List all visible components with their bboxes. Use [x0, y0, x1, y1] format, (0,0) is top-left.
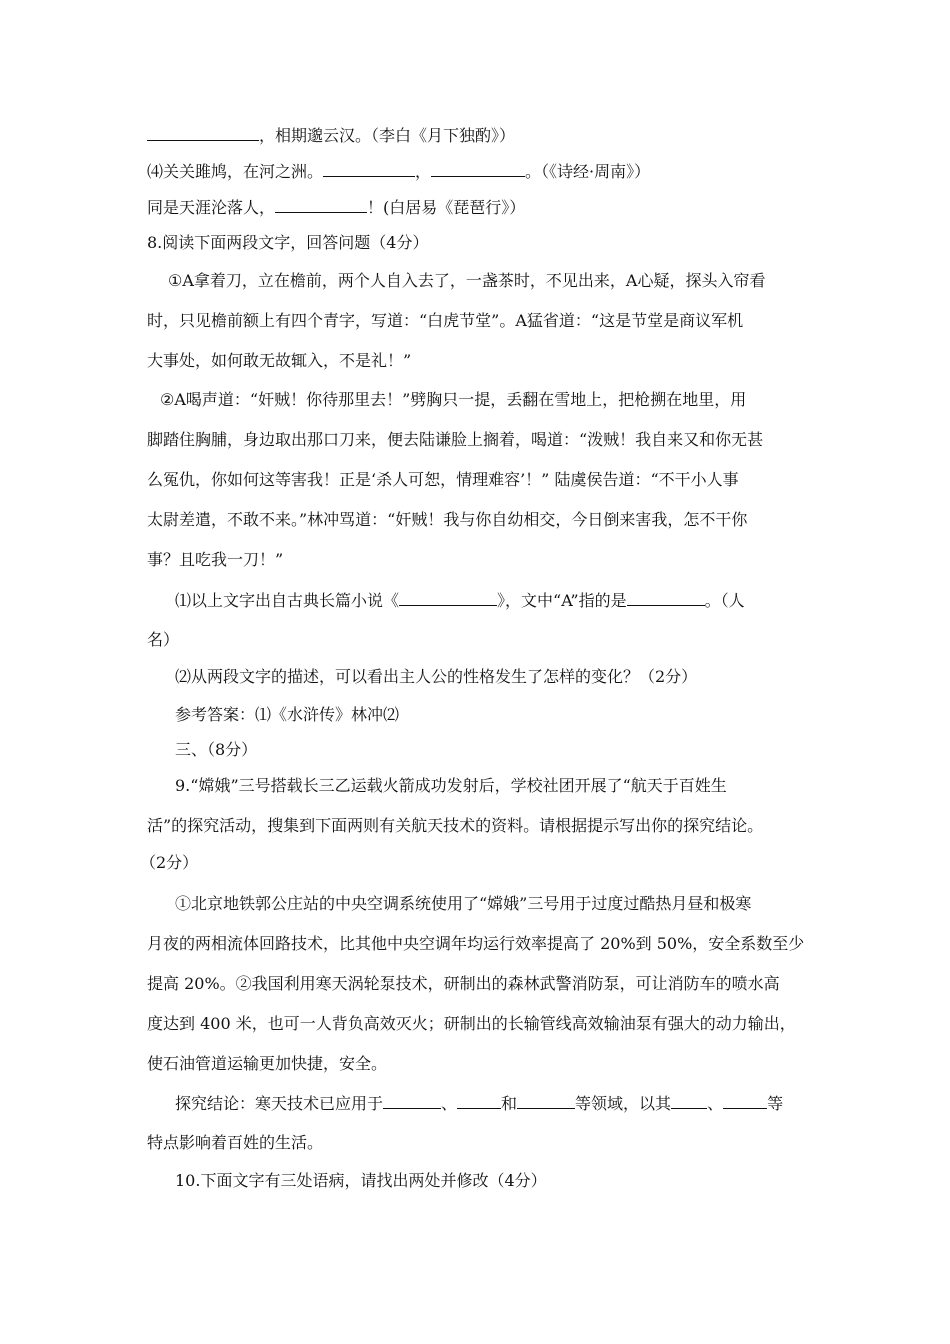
text: 探究结论：寒天技术已应用于 [175, 1094, 384, 1113]
material-line: 使石油管道运输更加快捷，安全。 [147, 1054, 388, 1073]
question-line: 名） [147, 630, 180, 649]
passage-line: 时，只见檐前额上有四个青字，写道：“白虎节堂”。A猛省道：“这是节堂是商议军机 [147, 311, 744, 330]
material-line: ①北京地铁郭公庄站的中央空调系统使用了“嫦娥”三号用于过度过酷热月昼和极寒 [175, 894, 752, 913]
text: 》，文中“A”指的是 [497, 591, 627, 610]
text: ⑴以上文字出自古典长篇小说《 [175, 591, 400, 610]
answer-blank [383, 1093, 441, 1109]
material-line: 月夜的两相流体回路技术，比其他中央空调年均运行效率提高了 20%到 50%，安全系数至少 [147, 934, 805, 953]
material-line: 度达到 400 米，也可一人背负高效灭火；研制出的长输管线高效输油泵有强大的动力输出， [147, 1014, 796, 1033]
answer-blank [399, 590, 497, 606]
answer-blank [627, 590, 705, 606]
question-heading: 8.阅读下面两段文字，回答问题（4分） [147, 233, 429, 252]
text: 、 [441, 1094, 458, 1113]
section-heading: 三、（8分） [175, 740, 258, 759]
answer-blank [517, 1093, 575, 1109]
text: 、 [707, 1094, 724, 1113]
answer-blank [457, 1093, 501, 1109]
material-line: 提高 20%。②我国利用寒天涡轮泵技术，研制出的森林武警消防泵，可让消防车的喷水高 [147, 974, 780, 993]
text: 等 [767, 1094, 784, 1113]
text: 。（人 [704, 591, 745, 610]
passage-line: 么冤仇，你如何这等害我！正是‘杀人可恕，情理难容’！” 陆虞侯告道：“不干小人事 [147, 470, 739, 489]
text-line [147, 161, 650, 182]
answer-blank [671, 1093, 707, 1109]
answer-blank [431, 161, 525, 177]
text: ⑷关关雎鸠，在河之洲。 [147, 162, 324, 181]
answer-line: 参考答案：⑴《水浒传》林冲⑵ [175, 705, 400, 724]
text: ！(白居易《琵琶行》） [367, 198, 526, 217]
question-heading: 10.下面文字有三处语病，请找出两处并修改（4分） [175, 1171, 547, 1190]
question-line: 活”的探究活动，搜集到下面两则有关航天技术的资料。请根据提示写出你的探究结论。 [147, 816, 764, 835]
question-line: ⑵从两段文字的描述，可以看出主人公的性格发生了怎样的变化？（2分） [175, 667, 698, 686]
question-line: （2分） [140, 853, 199, 872]
passage-line: 脚踏住胸脯，身边取出那口刀来，便去陆谦脸上搁着，喝道：“泼贼！我自来又和你无甚 [147, 430, 764, 449]
text-line [147, 197, 525, 218]
text: ，相期邈云汉。（李白《月下独酌》） [259, 126, 516, 145]
text: ， [415, 162, 432, 181]
text: 和 [501, 1094, 518, 1113]
answer-blank [275, 197, 367, 213]
passage-line: ①A拿着刀，立在檐前，两个人自入去了，一盏茶时，不见出来，A心疑，探头入帘看 [168, 271, 766, 290]
conclusion-line: 特点影响着百姓的生活。 [147, 1133, 324, 1152]
question-line: 9.“嫦娥”三号搭载长三乙运载火箭成功发射后，学校社团开展了“航天于百姓生 [175, 776, 727, 795]
question-line [175, 590, 745, 611]
passage-line: 事？且吃我一刀！” [147, 550, 284, 569]
answer-blank [723, 1093, 767, 1109]
conclusion-line [175, 1093, 783, 1114]
text-line [147, 125, 515, 146]
text: 。（《诗经·周南》） [525, 162, 651, 181]
answer-blank [323, 161, 415, 177]
passage-line: 太尉差遣，不敢不来。”林冲骂道：“奸贼！我与你自幼相交，今日倒来害我，怎不干你 [147, 510, 748, 529]
text: 等领域，以其 [575, 1094, 672, 1113]
answer-blank [147, 125, 259, 141]
passage-line: 大事处，如何敢无故辄入，不是礼！” [147, 351, 412, 370]
text: 同是天涯沦落人， [147, 198, 276, 217]
passage-line: ②A喝声道：“奸贼！你待那里去！”劈胸只一提，丢翻在雪地上，把枪搠在地里，用 [160, 390, 747, 409]
